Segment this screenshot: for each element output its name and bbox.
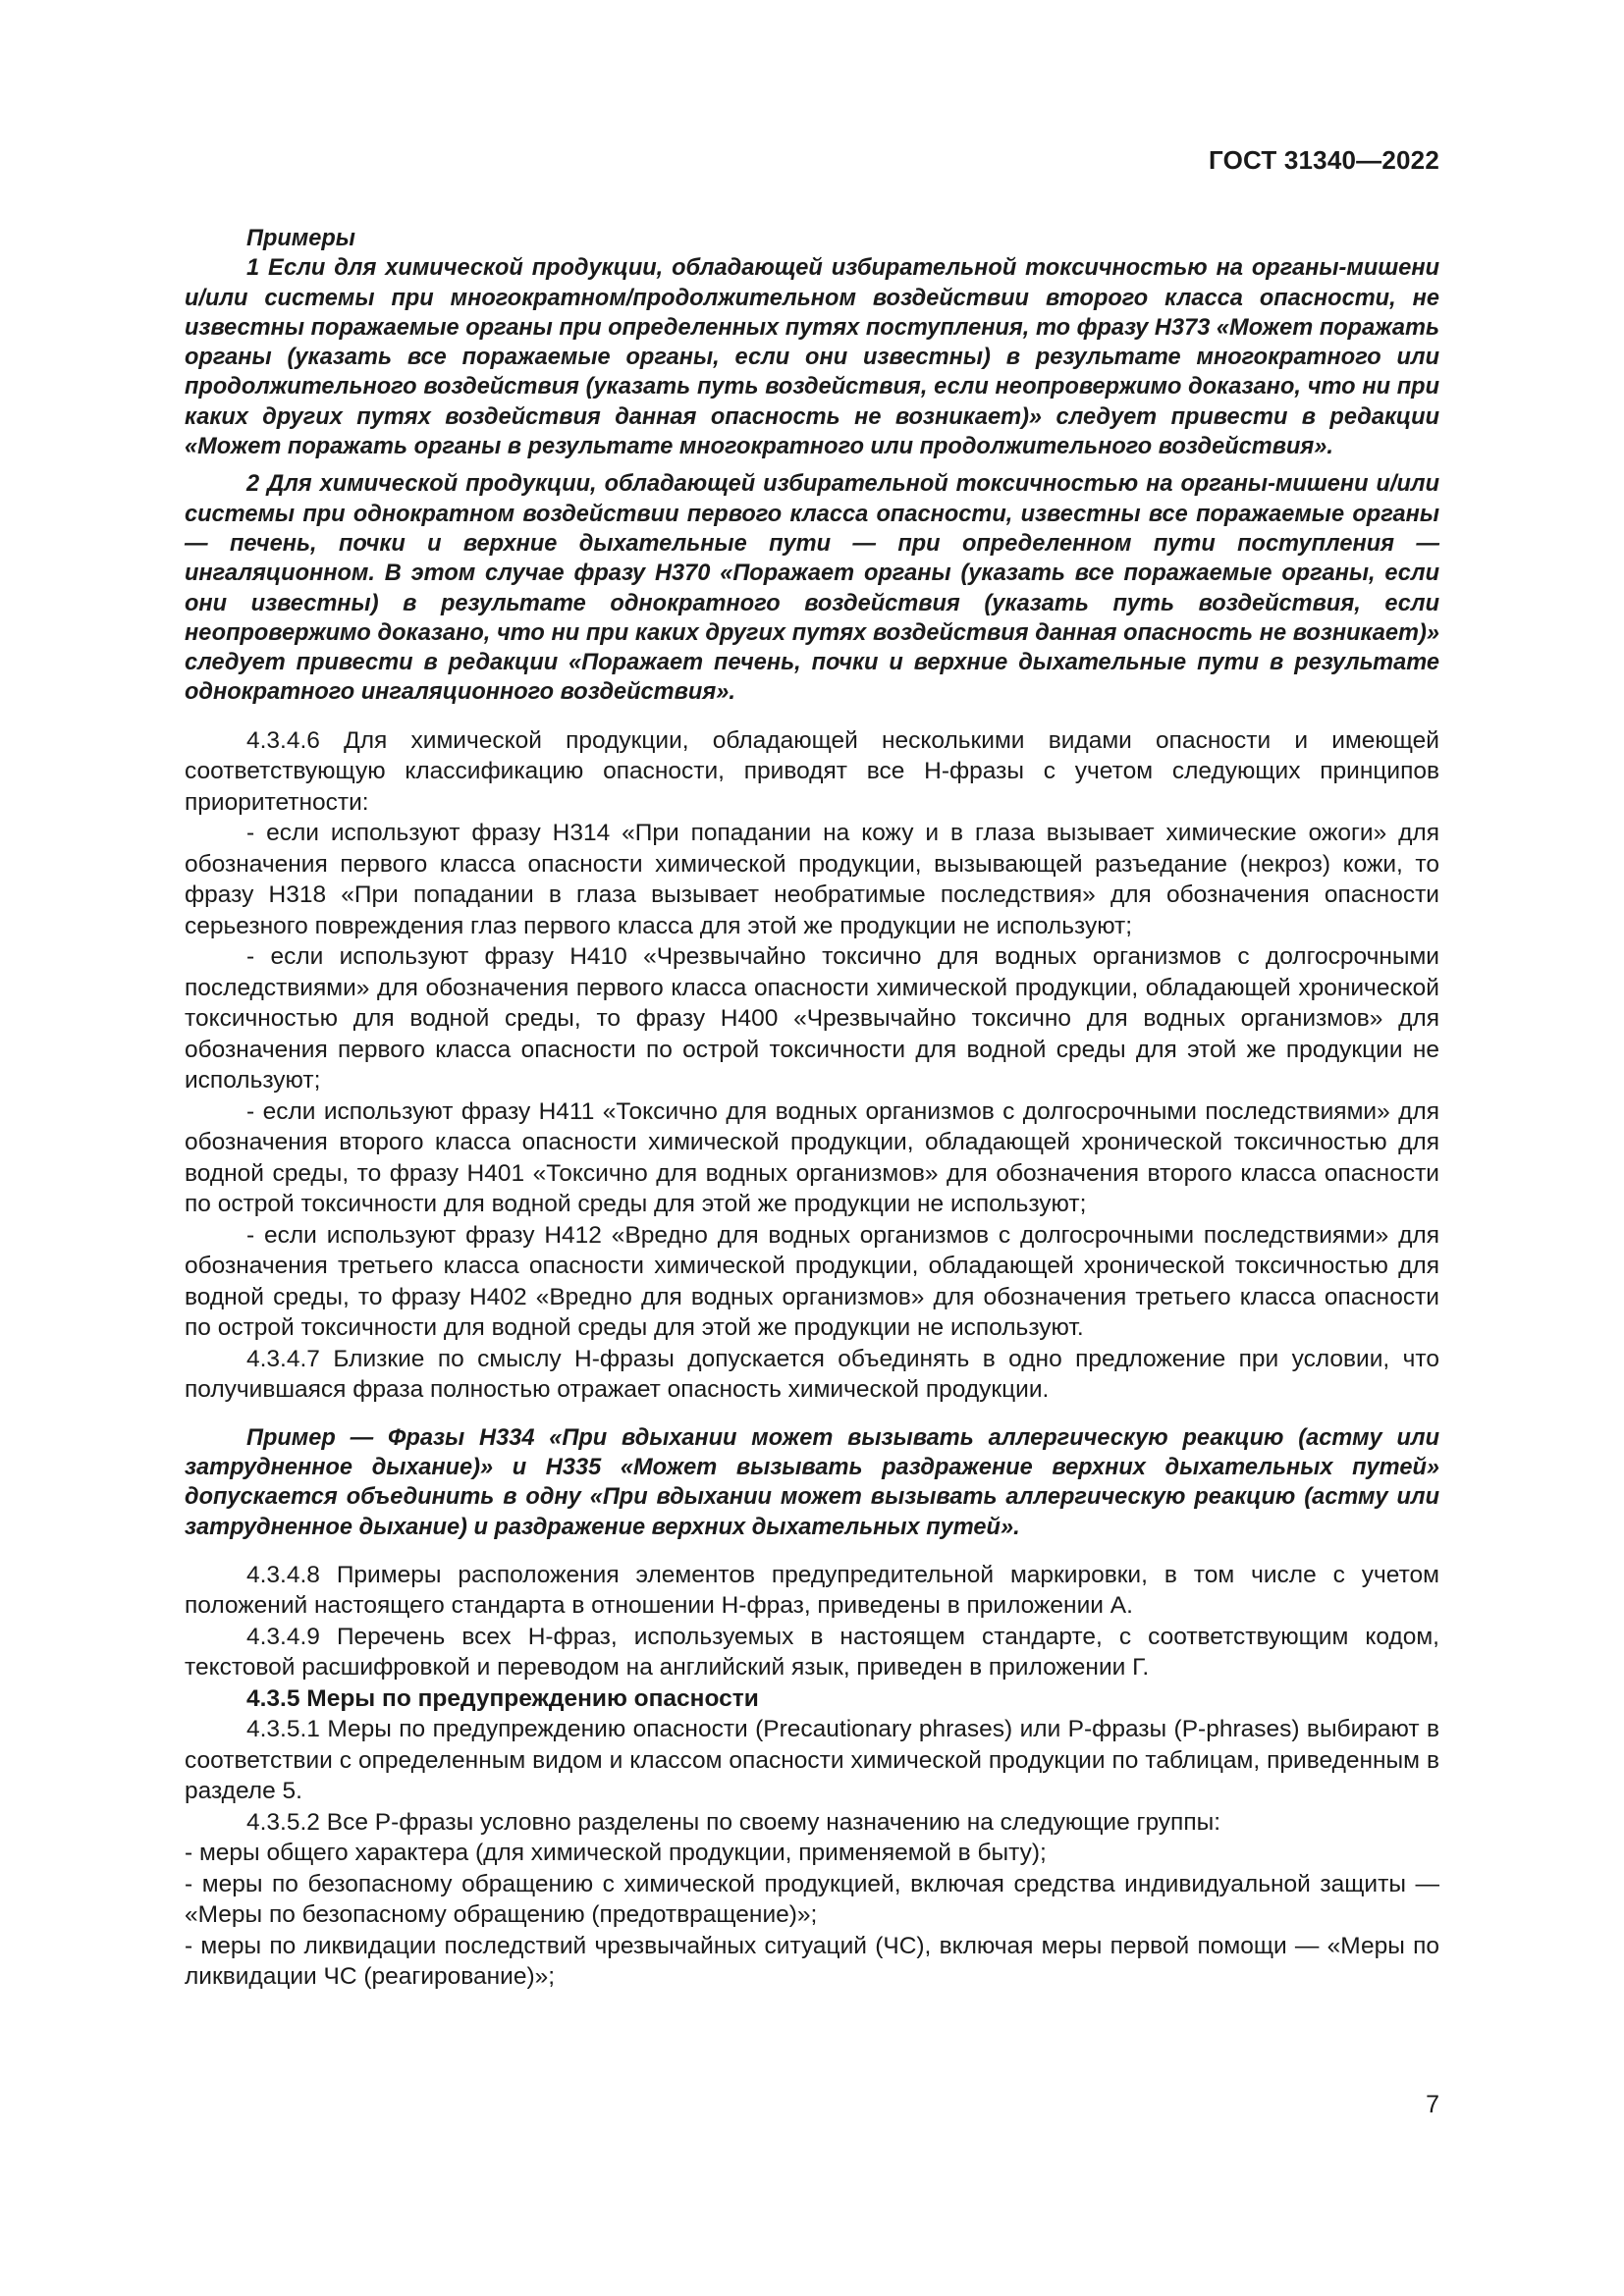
clause-4-3-4-6-item-3: - если используют фразу Н411 «Токсично для водных организмов с долгосрочными последствиями» для обозначения второго класса опасности химической продукции, обладающей хронической токсичностью для водной среды, то фразу Н401 «Токсично для водных организмов» для обозначения второго класса опасности по острой токсичности для водной среды для этой же продукции не используют; — [185, 1097, 1439, 1218]
clause-4-3-4-7: 4.3.4.7 Близкие по смыслу Н-фразы допускается объединять в одно предложение при условии, что получившаяся фраза полностью отражает опасность химической продукции. — [185, 1345, 1439, 1404]
clause-4-3-5-1: 4.3.5.1 Меры по предупреждению опасности (Precautionary phrases) или Р-фразы (P-phrases) выбирают в соответствии с определенным видом и классом опасности химической продукции по таблицам, приведенным в разделе 5. — [185, 1716, 1439, 1805]
example-2-paragraph: 2 Для химической продукции, обладающей избирательной токсичностью на органы-мишени и/или системы при однократном воздействии первого класса опасности, известны все поражаемые органы — печень, почки и верхние дыхательные пути — при определенном пути поступления — ингаляционном. В этом случае фразу Н370 «Поражает органы (указать все поражаемые органы, если они известны) в результате однократного воздействия (указать путь воздействия, если неопровержимо доказано, что ни при каких других путях воздействия данная опасность не возникает)» следует привести в редакции «Поражает печень, почки и верхние дыхательные пути в результате однократного ингаляционного воздействия». — [185, 471, 1439, 706]
examples-title: Примеры — [246, 226, 355, 251]
clause-4-3-4-6-intro: 4.3.4.6 Для химической продукции, обладающей несколькими видами опасности и имеющей соответствующую классификацию опасности, приводят все Н-фразы с учетом следующих принципов приоритетности: — [185, 726, 1439, 816]
example-1-paragraph: 1 Если для химической продукции, обладающей избирательной токсичностью на органы-мишени и/или системы при многократном/продолжительном воздействии второго класса опасности, не известны поражаемые органы при определенных путях поступления, то фразу Н373 «Может поражать органы (указать все поражаемые органы, если они известны) в результате многократного или продолжительного воздействия (указать путь воздействия, если неопровержимо доказано, что ни при каких других путях воздействия данная опасность не возникает)» следует привести в редакции «Может поражать органы в результате многократного или продолжительного воздействия». — [185, 255, 1439, 460]
clause-4-3-4-9: 4.3.4.9 Перечень всех Н-фраз, используемых в настоящем стандарте, с соответствующим кодом, текстовой расшифровкой и переводом на английский язык, приведен в приложении Г. — [185, 1623, 1439, 1682]
group-item-prevention-measures: - меры по безопасному обращению с химической продукцией, включая средства индивидуальной защиты — «Меры по безопасному обращению (предотвращение)»; — [185, 1870, 1439, 1929]
group-item-general-measures: - меры общего характера (для химической продукции, применяемой в быту); — [185, 1840, 1047, 1867]
clause-4-3-5-2: 4.3.5.2 Все Р-фразы условно разделены по своему назначению на следующие группы: — [246, 1808, 1220, 1836]
clause-4-3-4-6-item-4: - если используют фразу Н412 «Вредно для водных организмов с долгосрочными последствиями» для обозначения третьего класса опасности химической продукции, обладающей хронической токсичностью для водной среды, то фразу Н402 «Вредно для водных организмов» для обозначения третьего класса опасности по острой токсичности для водной среды для этой же продукции не используют. — [185, 1221, 1439, 1342]
document-code-header: ГОСТ 31340—2022 — [1209, 145, 1439, 175]
section-4-3-5-heading: 4.3.5 Меры по предупреждению опасности — [246, 1684, 759, 1712]
page-content — [185, 224, 1439, 1993]
clause-4-3-4-7-example: Пример — Фразы Н334 «При вдыхании может вызывать аллергическую реакцию (астму или затрудненное дыхание)» и Н335 «Может вызывать раздражение верхних дыхательных путей» допускается объединить в одну «При вдыхании может вызывать аллергическую реакцию (астму или затрудненное дыхание) и раздражение верхних дыхательных путей». — [185, 1424, 1439, 1540]
clause-4-3-4-6-item-2: - если используют фразу Н410 «Чрезвычайно токсично для водных организмов с долгосрочными последствиями» для обозначения первого класса опасности химической продукции, обладающей хронической токсичностью для водной среды, то фразу Н400 «Чрезвычайно токсично для водных организмов» для обозначения первого класса опасности по острой токсичности для водной среды для этой же продукции не используют; — [185, 943, 1439, 1095]
page-number: 7 — [1426, 2091, 1439, 2118]
clause-4-3-4-6-item-1: - если используют фразу Н314 «При попадании на кожу и в глаза вызывает химические ожоги» для обозначения первого класса опасности химической продукции, вызывающей разъедание (некроз) кожи, то фразу Н318 «При попадании в глаза вызывает необратимые последствия» для обозначения опасности серьезного повреждения глаз первого класса для этой же продукции не используют; — [185, 820, 1439, 939]
group-item-response-measures: - меры по ликвидации последствий чрезвычайных ситуаций (ЧС), включая меры первой помощи — «Меры по ликвидации ЧС (реагирование)»; — [185, 1932, 1439, 1991]
clause-4-3-4-8: 4.3.4.8 Примеры расположения элементов предупредительной маркировки, в том числе с учетом положений настоящего стандарта в отношении Н-фраз, приведены в приложении А. — [185, 1561, 1439, 1620]
